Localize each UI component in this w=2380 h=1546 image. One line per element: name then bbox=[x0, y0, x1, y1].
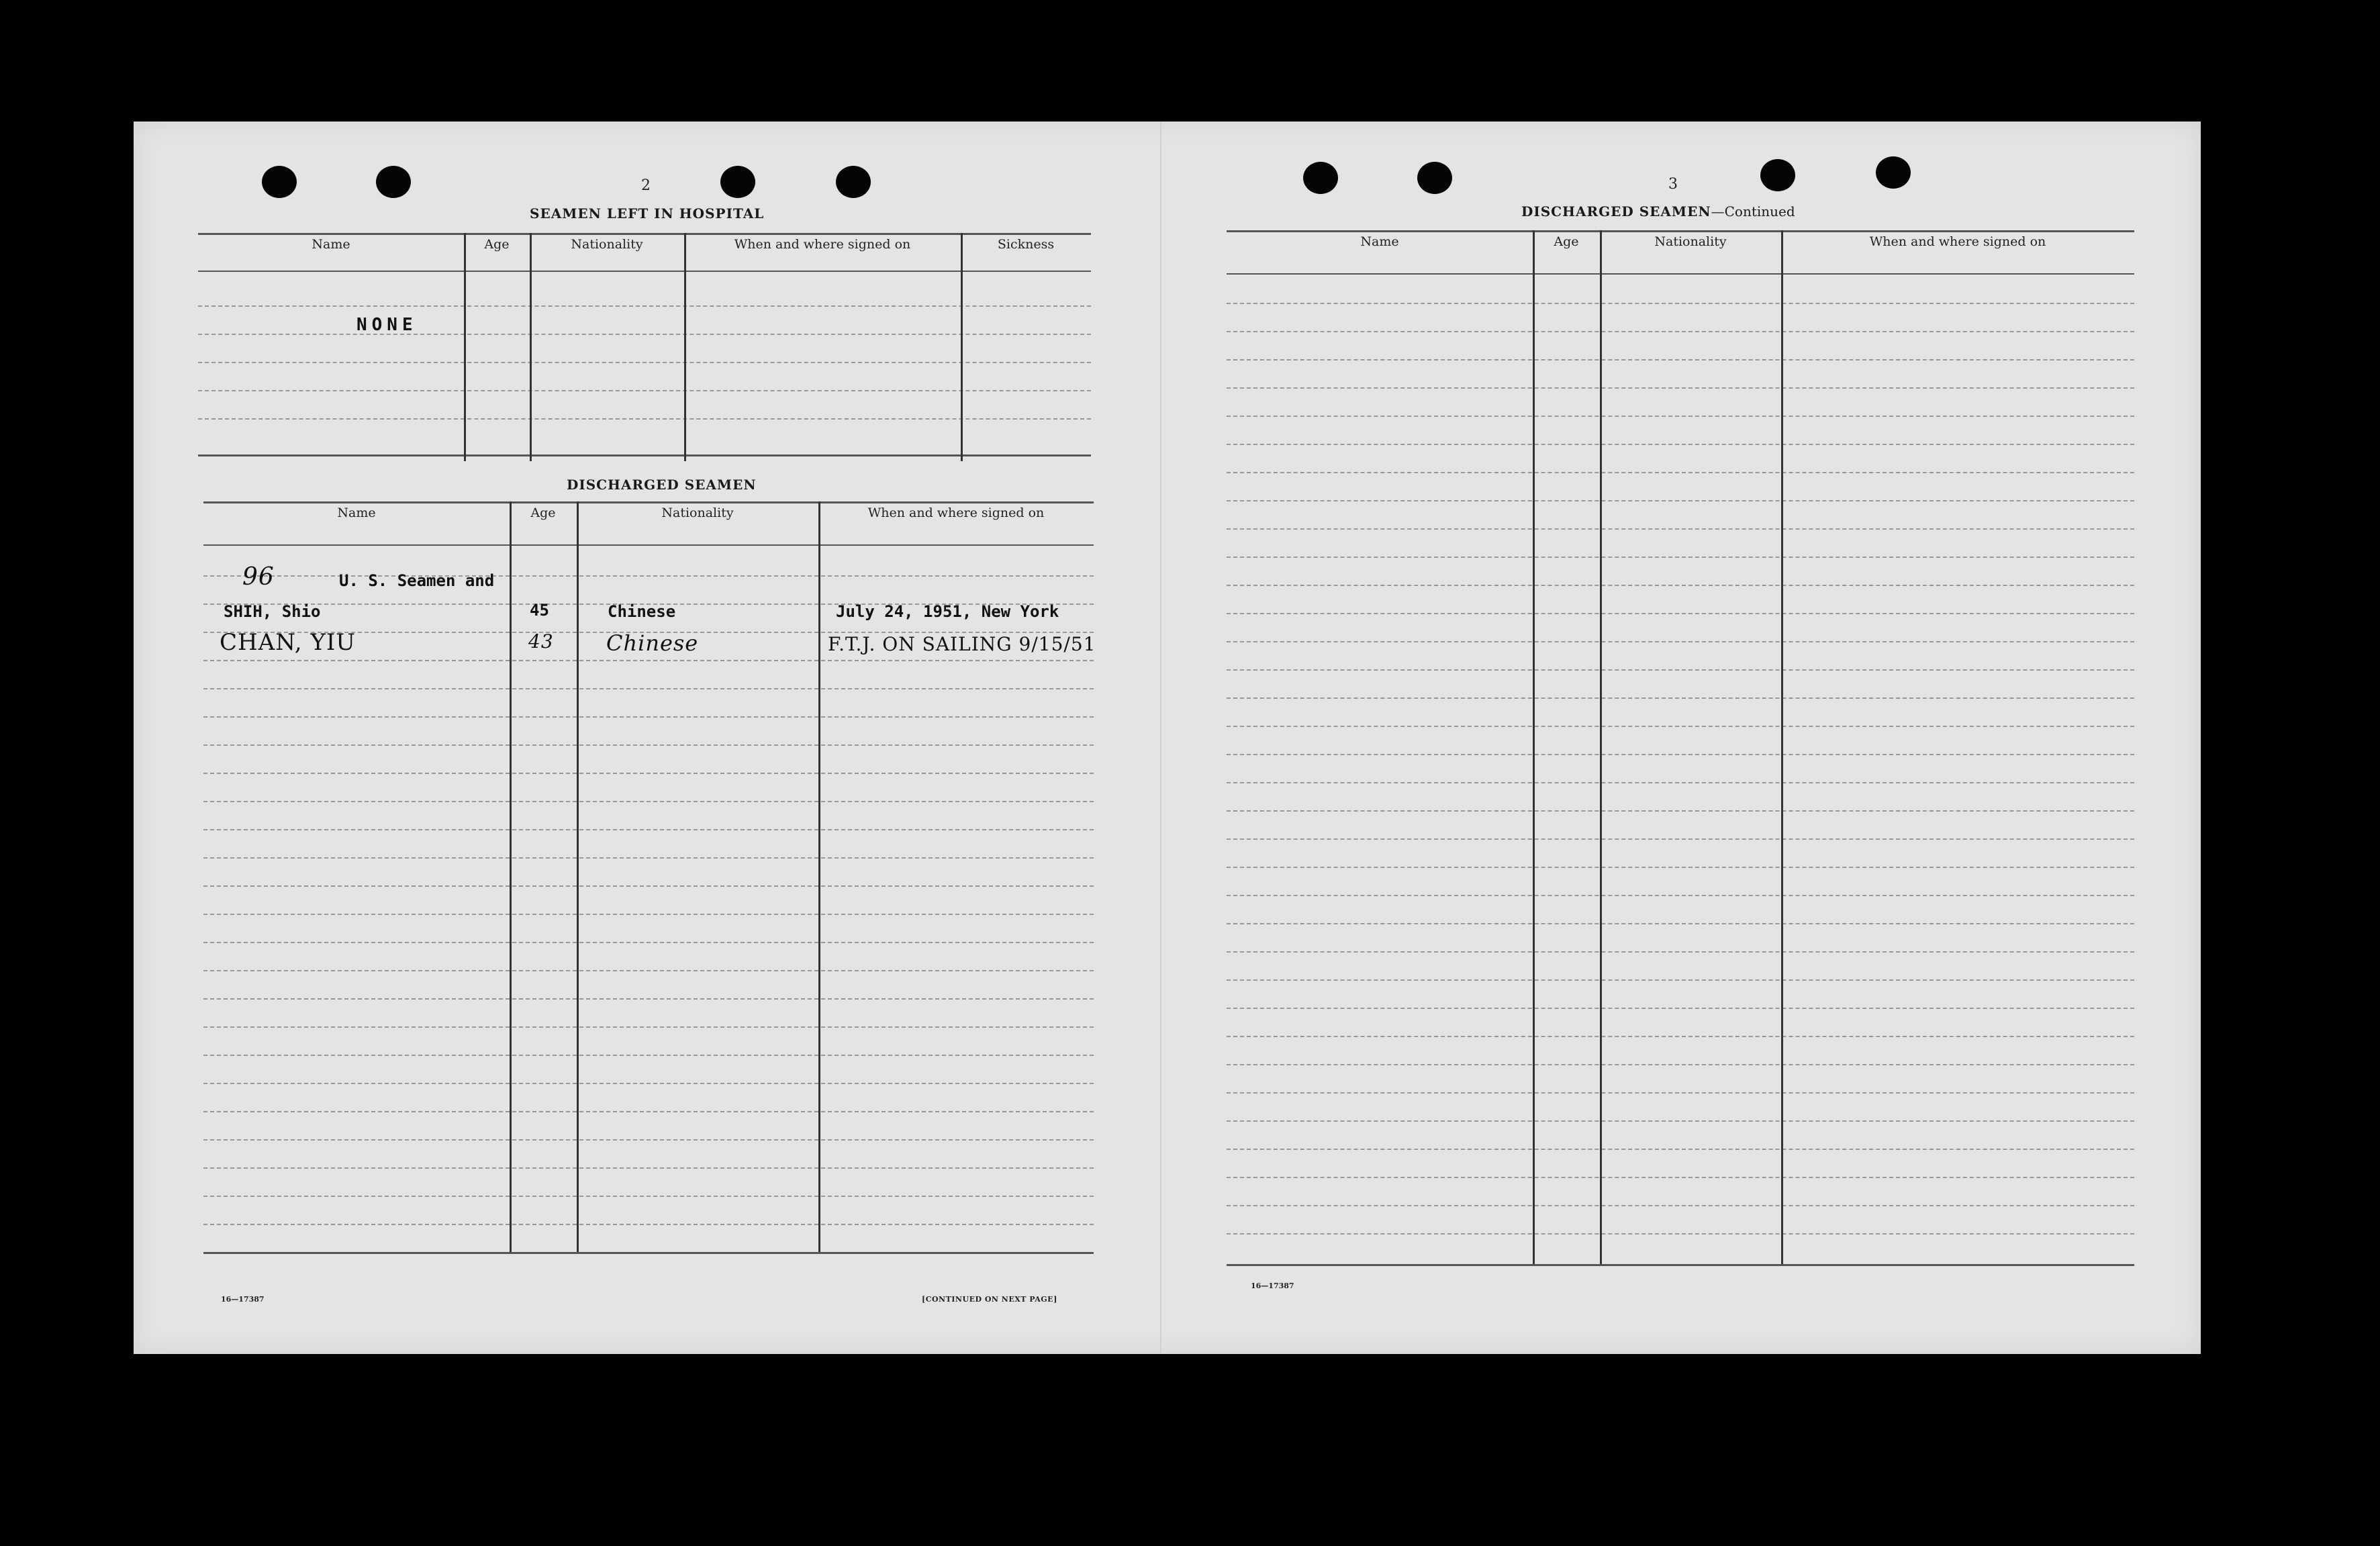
column-header-signed-on: When and where signed on bbox=[1869, 234, 2046, 249]
page-number: 2 bbox=[641, 177, 651, 194]
punch-hole bbox=[1760, 159, 1795, 191]
discharged-table bbox=[203, 501, 1094, 1283]
seaman-name: SHIH, Shio bbox=[224, 602, 321, 621]
seaman-age: 45 bbox=[530, 601, 549, 620]
hospital-entry: NONE bbox=[356, 315, 418, 335]
hospital-section-title: SEAMEN LEFT IN HOSPITAL bbox=[530, 205, 765, 222]
column-header-signed-on: When and where signed on bbox=[867, 505, 1045, 520]
punch-hole bbox=[262, 166, 297, 198]
column-header-age: Age bbox=[530, 505, 556, 520]
punch-hole bbox=[1303, 162, 1338, 194]
form-number: 16—17387 bbox=[221, 1295, 265, 1304]
seaman-age: 43 bbox=[528, 630, 554, 653]
seaman-nationality: Chinese bbox=[606, 630, 699, 656]
punch-hole bbox=[836, 166, 871, 198]
column-header-age: Age bbox=[1554, 234, 1579, 249]
seaman-name: CHAN, YIU bbox=[220, 629, 356, 656]
column-header-name: Name bbox=[1360, 234, 1399, 249]
page-fold bbox=[1160, 122, 1161, 1354]
punch-hole bbox=[720, 166, 755, 198]
hospital-table bbox=[198, 233, 1091, 461]
discharged-continued-title: DISCHARGED SEAMEN—Continued bbox=[1521, 203, 1795, 220]
manifest-sheet bbox=[134, 122, 2201, 1354]
seaman-signed-on: F.T.J. ON SAILING 9/15/51 bbox=[828, 633, 1096, 655]
discharged-continued-table bbox=[1227, 230, 2134, 1284]
column-header-signed-on: When and where signed on bbox=[734, 237, 911, 252]
column-header-name: Name bbox=[337, 505, 376, 520]
seaman-nationality: Chinese bbox=[608, 602, 676, 621]
seaman-signed-on: July 24, 1951, New York bbox=[836, 602, 1059, 621]
punch-hole bbox=[376, 166, 411, 198]
column-header-sickness: Sickness bbox=[997, 237, 1055, 252]
seamen-count: 96 bbox=[242, 563, 275, 591]
discharged-section-title: DISCHARGED SEAMEN bbox=[567, 477, 757, 493]
column-header-nationality: Nationality bbox=[571, 237, 643, 252]
page-number: 3 bbox=[1668, 176, 1678, 193]
punch-hole bbox=[1417, 162, 1452, 194]
seamen-note: U. S. Seamen and bbox=[339, 571, 495, 590]
continued-note: [CONTINUED ON NEXT PAGE] bbox=[922, 1295, 1057, 1304]
column-header-age: Age bbox=[484, 237, 510, 252]
form-number: 16—17387 bbox=[1251, 1282, 1294, 1290]
punch-hole bbox=[1876, 156, 1911, 189]
column-header-name: Name bbox=[312, 237, 350, 252]
column-header-nationality: Nationality bbox=[661, 505, 734, 520]
column-header-nationality: Nationality bbox=[1654, 234, 1727, 249]
